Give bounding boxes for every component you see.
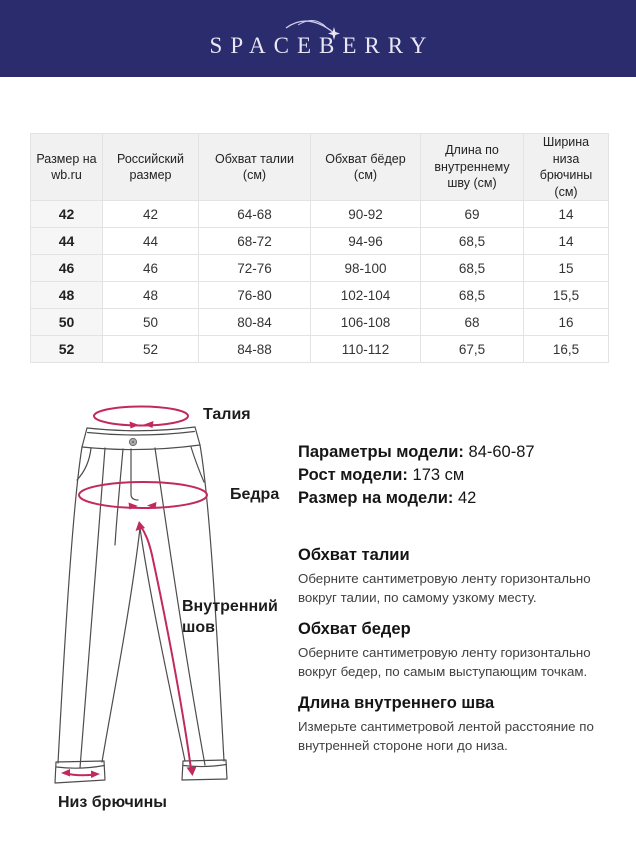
- cell-hem: 16,5: [524, 336, 609, 363]
- cell-hips: 110-112: [311, 336, 421, 363]
- col-header-waist: Обхват талии (см): [199, 134, 311, 201]
- waist-label: Талия: [203, 406, 251, 423]
- cell-ru-size: 42: [103, 201, 199, 228]
- guide-title: Длина внутреннего шва: [298, 694, 495, 712]
- cell-size: 50: [31, 309, 103, 336]
- model-params-value: 84-60-87: [468, 443, 535, 461]
- cell-size: 42: [31, 201, 103, 228]
- cell-inseam: 68,5: [421, 255, 524, 282]
- cell-hem: 15,5: [524, 282, 609, 309]
- col-header-wb-size: Размер на wb.ru: [31, 134, 103, 201]
- cell-ru-size: 52: [103, 336, 199, 363]
- cell-ru-size: 50: [103, 309, 199, 336]
- cell-size: 44: [31, 228, 103, 255]
- measure-guide: [298, 545, 606, 767]
- model-params: [298, 444, 535, 461]
- col-header-hips: Обхват бёдер (см): [311, 134, 421, 201]
- guide-text: Оберните сантиметровую ленту горизонтально вокруг талии, по самому узкому месту.: [298, 571, 591, 605]
- model-height: [298, 467, 535, 484]
- hem-label: Низ брючины: [58, 794, 167, 811]
- cell-waist: 64-68: [199, 201, 311, 228]
- guide-text: Оберните сантиметровую ленту горизонтально вокруг бедер, по самым выступающим точкам.: [298, 645, 591, 679]
- guide-title: Обхват талии: [298, 546, 410, 564]
- cell-hips: 94-96: [311, 228, 421, 255]
- table-row: [31, 309, 609, 336]
- table-row: [31, 228, 609, 255]
- cell-waist: 76-80: [199, 282, 311, 309]
- cell-hips: 90-92: [311, 201, 421, 228]
- cell-waist: 68-72: [199, 228, 311, 255]
- cell-size: 52: [31, 336, 103, 363]
- guide-section-waist: [298, 545, 606, 607]
- guide-text: Измерьте сантиметровой лентой расстояние по внутренней стороне ноги до низа.: [298, 719, 594, 753]
- cell-inseam: 67,5: [421, 336, 524, 363]
- cell-waist: 80-84: [199, 309, 311, 336]
- model-size: [298, 490, 535, 507]
- inseam-label: Внутренний шов: [182, 598, 278, 636]
- cell-size: 46: [31, 255, 103, 282]
- model-size-value: 42: [457, 489, 477, 507]
- col-header-hem-width: Ширина низа брючины (см): [524, 134, 609, 201]
- hips-label: Бедра: [230, 486, 280, 503]
- cell-inseam: 68: [421, 309, 524, 336]
- model-info: [298, 444, 535, 513]
- cell-ru-size: 46: [103, 255, 199, 282]
- model-size-label: Размер на модели:: [298, 489, 454, 507]
- guide-section-inseam: [298, 693, 606, 755]
- cell-size: 48: [31, 282, 103, 309]
- model-height-label: Рост модели:: [298, 466, 408, 484]
- cell-hem: 15: [524, 255, 609, 282]
- brand-logo: SPACEBERRY: [209, 32, 435, 58]
- cell-hips: 106-108: [311, 309, 421, 336]
- cell-inseam: 68,5: [421, 228, 524, 255]
- guide-title: Обхват бедер: [298, 620, 411, 638]
- col-header-inseam: Длина по внутреннему шву (см): [421, 134, 524, 201]
- cell-hem: 16: [524, 309, 609, 336]
- table-row: [31, 282, 609, 309]
- size-table-header-row: [31, 134, 609, 201]
- cell-hem: 14: [524, 228, 609, 255]
- col-header-ru-size: Российский размер: [103, 134, 199, 201]
- table-row: [31, 201, 609, 228]
- cell-hips: 102-104: [311, 282, 421, 309]
- cell-inseam: 68,5: [421, 282, 524, 309]
- cell-waist: 72-76: [199, 255, 311, 282]
- model-params-label: Параметры модели:: [298, 443, 464, 461]
- table-row: [31, 336, 609, 363]
- guide-section-hips: [298, 619, 606, 681]
- table-row: [31, 255, 609, 282]
- cell-hips: 98-100: [311, 255, 421, 282]
- size-table: [30, 133, 609, 363]
- model-height-value: 173 см: [412, 466, 465, 484]
- brand-header: [0, 0, 636, 77]
- cell-hem: 14: [524, 201, 609, 228]
- cell-ru-size: 48: [103, 282, 199, 309]
- cell-waist: 84-88: [199, 336, 311, 363]
- cell-ru-size: 44: [103, 228, 199, 255]
- cell-inseam: 69: [421, 201, 524, 228]
